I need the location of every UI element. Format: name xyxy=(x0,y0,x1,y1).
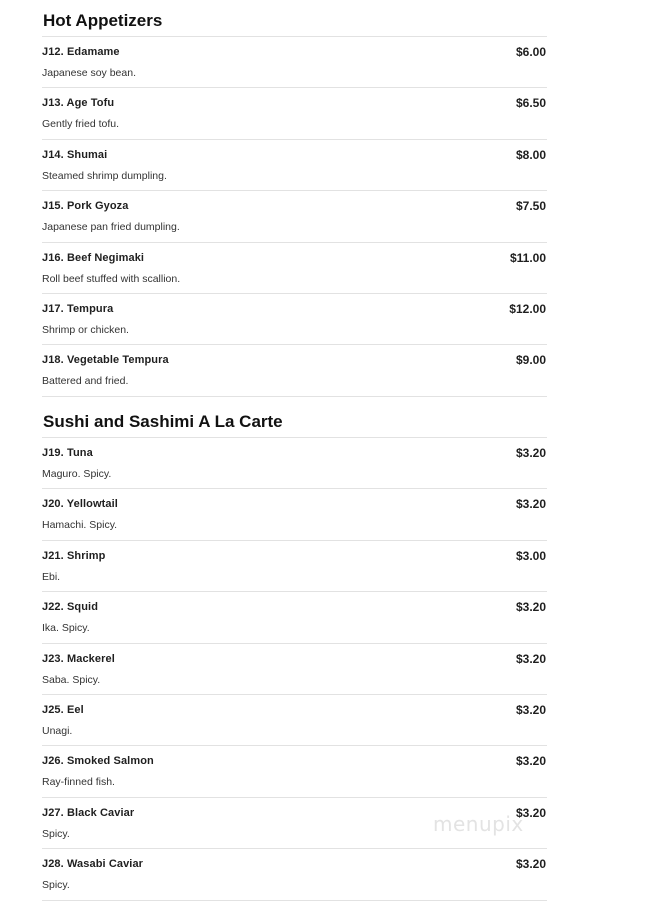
item-description: Roll beef stuffed with scallion. xyxy=(42,272,181,285)
item-description: Steamed shrimp dumpling. xyxy=(42,169,167,182)
item-name: J13. Age Tofu xyxy=(42,97,115,110)
item-name: J27. Black Caviar xyxy=(42,806,135,819)
menu-item[interactable] xyxy=(42,849,547,900)
section-title: Hot Appetizers xyxy=(42,0,547,37)
menu-item[interactable] xyxy=(42,798,547,849)
item-name: J23. Mackerel xyxy=(42,652,115,665)
item-description: Spicy. xyxy=(42,827,70,840)
menu-item[interactable] xyxy=(42,140,547,191)
item-name: J15. Pork Gyoza xyxy=(42,200,129,213)
item-name: J16. Beef Negimaki xyxy=(42,251,145,264)
item-price: $3.20 xyxy=(515,651,546,666)
menu-item[interactable] xyxy=(42,191,547,242)
item-description: Unagi. xyxy=(42,724,73,737)
item-name: J19. Tuna xyxy=(42,447,93,459)
item-description: Ray-finned fish. xyxy=(42,776,115,789)
item-price: $3.20 xyxy=(515,702,546,717)
menu-item[interactable] xyxy=(42,592,547,643)
item-price: $3.20 xyxy=(515,754,546,769)
menu-item[interactable] xyxy=(42,695,547,746)
menu-section-hot-appetizers xyxy=(42,0,547,397)
menu-item[interactable] xyxy=(42,243,547,294)
menu-item[interactable] xyxy=(42,294,547,345)
menu-item[interactable] xyxy=(42,345,547,396)
item-price: $9.00 xyxy=(515,353,546,368)
item-price: $11.00 xyxy=(509,250,546,265)
menu-item[interactable] xyxy=(42,37,547,88)
item-price: $3.20 xyxy=(515,497,546,512)
section-title: Sushi and Sashimi A La Carte xyxy=(42,401,547,438)
item-name: J20. Yellowtail xyxy=(42,498,118,511)
item-price: $7.50 xyxy=(515,199,546,214)
item-price: $3.20 xyxy=(515,446,546,460)
item-description: Ebi. xyxy=(42,570,61,583)
item-price: $12.00 xyxy=(509,301,546,316)
menupix-watermark: menupix xyxy=(433,812,524,836)
item-price: $6.00 xyxy=(515,45,546,59)
item-price: $3.20 xyxy=(515,805,546,820)
item-description: Gently fried tofu. xyxy=(42,118,120,131)
item-price: $3.20 xyxy=(515,600,546,615)
item-name: J12. Edamame xyxy=(42,46,120,58)
item-description: Ika. Spicy. xyxy=(42,622,90,635)
item-name: J17. Tempura xyxy=(42,302,114,315)
item-description: Shrimp or chicken. xyxy=(42,323,129,336)
item-price: $3.20 xyxy=(515,857,546,872)
menu-item[interactable] xyxy=(42,438,547,489)
item-price: $8.00 xyxy=(515,147,546,162)
menu-item[interactable] xyxy=(42,489,547,540)
item-name: J25. Eel xyxy=(42,703,84,716)
item-name: J26. Smoked Salmon xyxy=(42,755,154,768)
item-name: J18. Vegetable Tempura xyxy=(42,354,169,367)
item-description: Saba. Spicy. xyxy=(42,673,101,686)
item-price: $3.00 xyxy=(515,548,546,563)
item-description: Battered and fried. xyxy=(42,375,129,388)
menu-item-list xyxy=(42,438,547,901)
item-name: J22. Squid xyxy=(42,601,99,614)
item-description: Japanese pan fried dumpling. xyxy=(42,221,180,234)
menu-item-list xyxy=(42,37,547,397)
item-price: $6.50 xyxy=(515,96,546,111)
menu-item[interactable] xyxy=(42,88,547,139)
item-name: J21. Shrimp xyxy=(42,549,106,562)
item-description: Maguro. Spicy. xyxy=(42,468,112,480)
item-name: J14. Shumai xyxy=(42,148,108,161)
menu-item[interactable] xyxy=(42,644,547,695)
menu-section-sushi-sashimi xyxy=(42,401,547,901)
item-description: Spicy. xyxy=(42,879,70,892)
menu-item[interactable] xyxy=(42,541,547,592)
item-description: Hamachi. Spicy. xyxy=(42,519,118,532)
menu-item[interactable] xyxy=(42,746,547,797)
item-description: Japanese soy bean. xyxy=(42,67,136,79)
item-name: J28. Wasabi Caviar xyxy=(42,858,144,871)
